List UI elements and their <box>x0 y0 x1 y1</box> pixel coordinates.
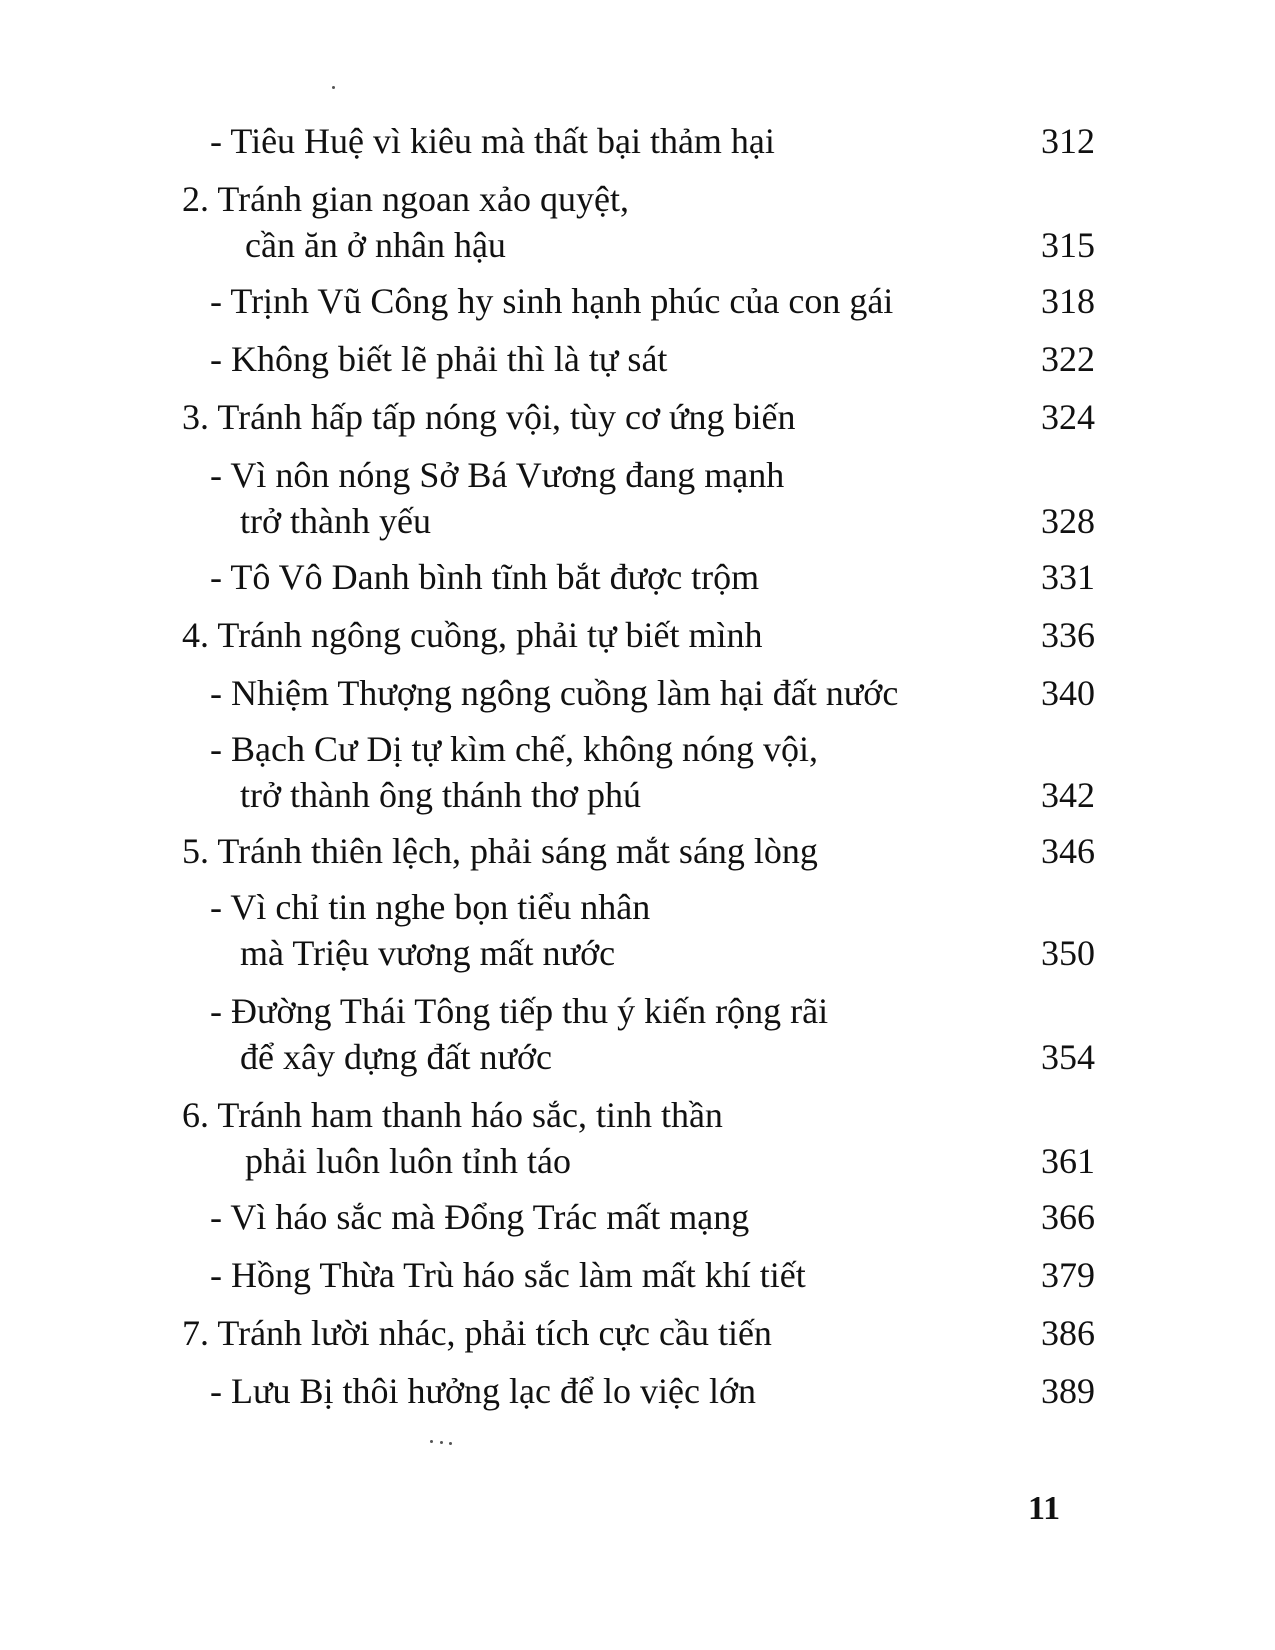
toc-entry-title: 2. Tránh gian ngoan xảo quyệt, <box>182 179 629 219</box>
toc-entry-title: 6. Tránh ham thanh háo sắc, tinh thần <box>182 1095 723 1135</box>
toc-entry-title: 3. Tránh hấp tấp nóng vội, tùy cơ ứng biến <box>182 397 796 437</box>
toc-page-number: 361 <box>1041 1141 1095 1181</box>
page-number: 11 <box>1028 1490 1061 1527</box>
toc-subentry <box>0 670 1275 716</box>
toc-entry-title: mà Triệu vương mất nước <box>240 933 616 973</box>
scan-speck <box>449 1442 452 1445</box>
toc-subentry <box>0 1368 1275 1414</box>
toc-entry-title: trở thành yếu <box>240 501 431 541</box>
toc-section-entry <box>0 176 1275 268</box>
scan-speck <box>440 1441 443 1444</box>
toc-entry-title: - Vì nôn nóng Sở Bá Vương đang mạnh <box>210 455 785 495</box>
toc-subentry <box>0 554 1275 600</box>
toc-page-number: 346 <box>1041 831 1095 871</box>
toc-subentry <box>0 884 1275 976</box>
toc-entry-title: - Tiêu Huệ vì kiêu mà thất bại thảm hại <box>210 121 775 161</box>
toc-page-number: 366 <box>1041 1197 1095 1237</box>
table-of-contents <box>0 118 1275 1414</box>
toc-page-number: 315 <box>1041 225 1095 265</box>
toc-section-entry <box>0 1092 1275 1184</box>
toc-page-number: 354 <box>1041 1037 1095 1077</box>
toc-page-number: 386 <box>1041 1313 1095 1353</box>
toc-entry-title: - Không biết lẽ phải thì là tự sát <box>210 339 668 379</box>
toc-entry-title: - Vì chỉ tin nghe bọn tiểu nhân <box>210 887 651 927</box>
toc-entry-title: 5. Tránh thiên lệch, phải sáng mắt sáng lòng <box>182 831 818 871</box>
scan-speck <box>332 86 335 89</box>
toc-subentry <box>0 118 1275 164</box>
toc-entry-title: - Hồng Thừa Trù háo sắc làm mất khí tiết <box>210 1255 806 1295</box>
toc-subentry <box>0 1252 1275 1298</box>
toc-page-number: 322 <box>1041 339 1095 379</box>
toc-entry-title: - Lưu Bị thôi hưởng lạc để lo việc lớn <box>210 1371 756 1411</box>
toc-section-entry <box>0 828 1275 874</box>
toc-entry-title: - Bạch Cư Dị tự kìm chế, không nóng vội, <box>210 729 818 769</box>
toc-entry-title: phải luôn luôn tỉnh táo <box>245 1141 571 1181</box>
toc-page-number: 318 <box>1041 281 1095 321</box>
toc-entry-title: - Tô Vô Danh bình tĩnh bắt được trộm <box>210 557 760 597</box>
toc-page-number: 312 <box>1041 121 1095 161</box>
toc-subentry <box>0 726 1275 818</box>
toc-page-number: 379 <box>1041 1255 1095 1295</box>
toc-subentry <box>0 452 1275 544</box>
toc-page-number: 324 <box>1041 397 1095 437</box>
toc-page-number: 340 <box>1041 673 1095 713</box>
toc-page-number: 331 <box>1041 557 1095 597</box>
toc-entry-title: - Nhiệm Thượng ngông cuồng làm hại đất nước <box>210 673 899 713</box>
toc-entry-title: - Trịnh Vũ Công hy sinh hạnh phúc của con gái <box>210 281 894 321</box>
toc-subentry <box>0 336 1275 382</box>
toc-page-number: 350 <box>1041 933 1095 973</box>
toc-page-number: 336 <box>1041 615 1095 655</box>
toc-subentry <box>0 988 1275 1080</box>
toc-page-number: 328 <box>1041 501 1095 541</box>
toc-page-number: 389 <box>1041 1371 1095 1411</box>
toc-subentry <box>0 1194 1275 1240</box>
toc-entry-title: để xây dựng đất nước <box>240 1037 552 1077</box>
toc-entry-title: - Vì háo sắc mà Đổng Trác mất mạng <box>210 1197 750 1237</box>
toc-page-number: 342 <box>1041 775 1095 815</box>
toc-subentry <box>0 278 1275 324</box>
toc-section-entry <box>0 394 1275 440</box>
toc-entry-title: cần ăn ở nhân hậu <box>245 225 506 265</box>
toc-section-entry <box>0 612 1275 658</box>
toc-entry-title: trở thành ông thánh thơ phú <box>240 775 642 815</box>
toc-entry-title: 4. Tránh ngông cuồng, phải tự biết mình <box>182 615 763 655</box>
toc-section-entry <box>0 1310 1275 1356</box>
scan-speck <box>430 1440 433 1443</box>
toc-entry-title: 7. Tránh lười nhác, phải tích cực cầu tiến <box>182 1313 772 1353</box>
toc-entry-title: - Đường Thái Tông tiếp thu ý kiến rộng rãi <box>210 991 829 1031</box>
